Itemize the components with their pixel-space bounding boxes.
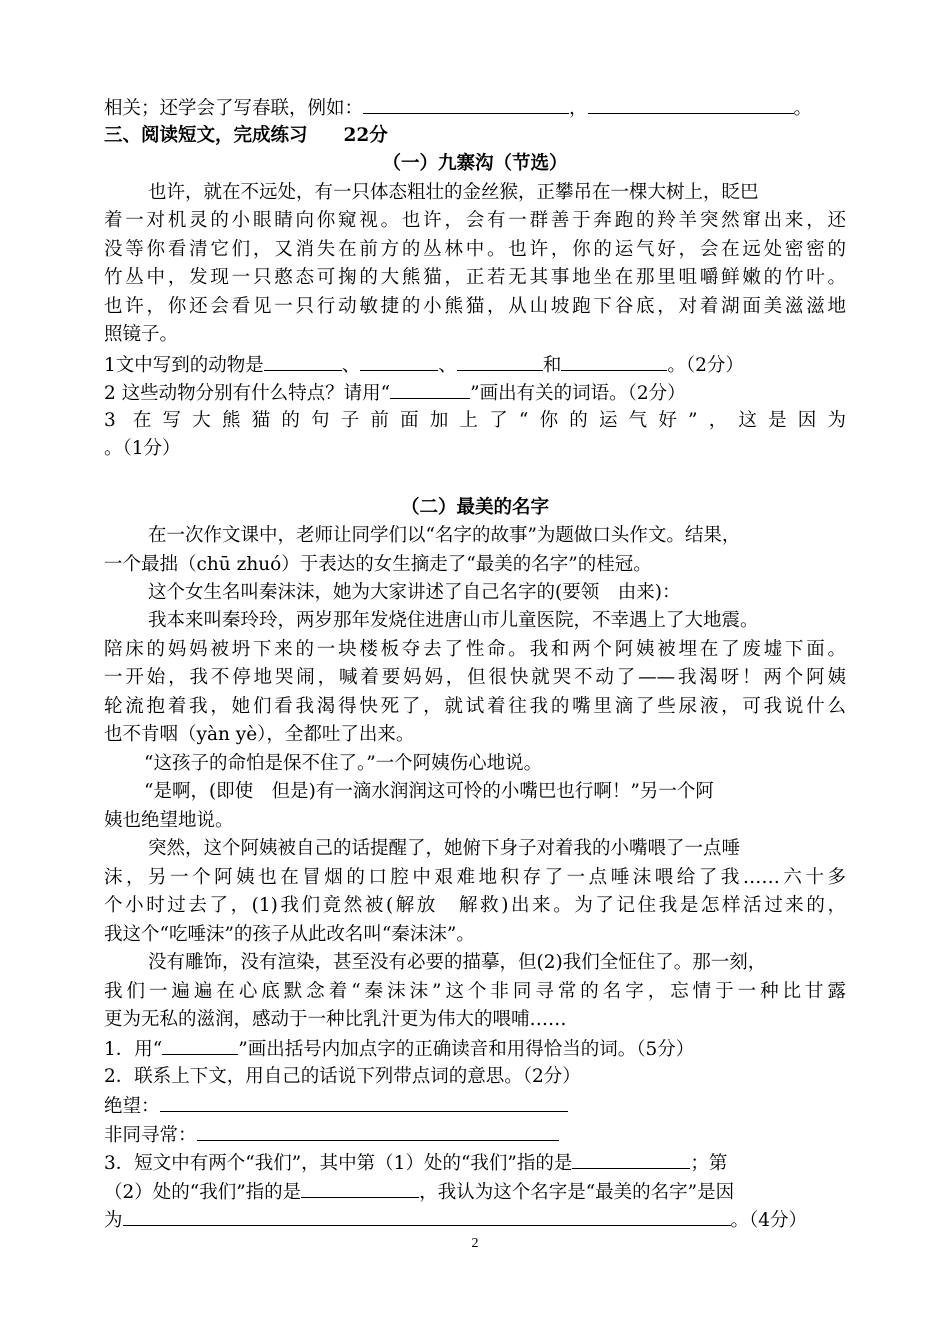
paragraph-line: “是啊，(即使 但是)有一滴水润润这可怜的小嘴巴也行啊！”另一个阿 bbox=[144, 781, 714, 802]
passage-title: （一）九寨沟（节选） bbox=[382, 153, 568, 174]
answer-blank bbox=[561, 352, 667, 371]
question-3 bbox=[104, 1150, 727, 1176]
paragraph-line: 我们一遍遍在心底默念着“秦沫沫”这个非同寻常的名字，忘情于一种比甘露 bbox=[104, 981, 846, 1002]
paragraph-line: 这个女生名叫秦沫沫，她为大家讲述了自己名字的(要领 由来)： bbox=[148, 582, 681, 603]
answer-blank bbox=[162, 1036, 238, 1055]
question-3-end: 。（1分） bbox=[104, 438, 181, 459]
paragraph-line: 也不肯咽（yàn yè），全都吐了出来。 bbox=[104, 724, 415, 745]
question-text: 、 bbox=[341, 355, 361, 376]
question-text: ”画出有关的词语。（2分） bbox=[470, 383, 686, 404]
answer-blank bbox=[264, 352, 342, 371]
paragraph-line: 我本来叫秦玲玲，两岁那年发烧住进唐山市儿童医院，不幸遇上了大地震。 bbox=[148, 610, 759, 631]
answer-blank bbox=[457, 352, 543, 371]
answer-blank bbox=[197, 1122, 559, 1141]
question-text: 3．短文中有两个“我们”，其中第（1）处的“我们”指的是 bbox=[104, 1153, 573, 1174]
paragraph-line: 也许，你还会看见一只行动敏捷的小熊猫，从山坡跑下谷底，对着湖面美滋滋地 bbox=[104, 296, 846, 317]
question-text: 和 bbox=[542, 355, 562, 376]
question-3: 3 在写大熊猫的句子前面加上了“你的运气好”，这是因为 bbox=[104, 410, 846, 431]
question-text: 为 bbox=[104, 1210, 123, 1231]
word-definition-1 bbox=[104, 1093, 568, 1119]
continuation-text: 相关；还学会了写春联，例如： bbox=[104, 98, 364, 119]
continuation-line bbox=[104, 95, 812, 121]
question-3-line2 bbox=[104, 1179, 734, 1205]
paragraph-line: 一个最拙（chū zhuó）于表达的女生摘走了“最美的名字”的桂冠。 bbox=[104, 554, 652, 575]
answer-blank bbox=[360, 352, 438, 371]
question-3-line3 bbox=[104, 1207, 807, 1233]
paragraph-line: 也许，就在不远处，有一只体态粗壮的金丝猴，正攀吊在一棵大树上，眨巴 bbox=[148, 182, 759, 203]
paragraph-line: 照镜子。 bbox=[104, 324, 179, 345]
paragraph-line: 我这个“吃唾沫”的孩子从此改名叫“秦沫沫”。 bbox=[104, 924, 475, 945]
question-text: ，我认为这个名字是“最美的名字”是因 bbox=[419, 1182, 735, 1203]
word-label: 非同寻常： bbox=[104, 1125, 197, 1146]
answer-blank bbox=[301, 1179, 419, 1198]
page-number: 2 bbox=[471, 1236, 479, 1251]
question-1 bbox=[104, 352, 744, 378]
answer-blank bbox=[572, 1150, 690, 1169]
word-label: 绝望： bbox=[104, 1096, 160, 1117]
paragraph-line: 竹丛中，发现一只憨态可掬的大熊猫，正若无其事地坐在那里咀嚼鲜嫩的竹叶。 bbox=[104, 267, 846, 288]
question-2: 2．联系上下文，用自己的话说下列带点词的意思。（2分） bbox=[104, 1066, 581, 1087]
question-text: ”画出括号内加点字的正确读音和用得恰当的词。（5分） bbox=[238, 1039, 695, 1060]
question-text: 2 这些动物分别有什么特点？请用“ bbox=[104, 383, 391, 404]
question-text: （2）处的“我们”指的是 bbox=[104, 1182, 302, 1203]
passage-title: （二）最美的名字 bbox=[400, 497, 549, 518]
question-text: 。（2分） bbox=[667, 355, 744, 376]
paragraph-line: “这孩子的命怕是保不住了。”一个阿姨伤心地说。 bbox=[144, 753, 543, 774]
paragraph-line: 个小时过去了，(1)我们竟然被(解放 解救)出来。为了记住我是怎样活过来的， bbox=[104, 895, 846, 916]
paragraph-line: 更为无私的滋润，感动于一种比乳汁更为伟大的喂哺…… bbox=[104, 1009, 567, 1030]
answer-blank bbox=[160, 1093, 568, 1112]
answer-blank bbox=[390, 380, 470, 399]
question-2 bbox=[104, 380, 686, 406]
word-definition-2 bbox=[104, 1122, 559, 1148]
paragraph-line: 陪床的妈妈被坍下来的一块楼板夺去了性命。我和两个阿姨被埋在了废墟下面。 bbox=[104, 639, 846, 660]
question-text: 1．用“ bbox=[104, 1039, 163, 1060]
period: 。 bbox=[793, 98, 813, 119]
paragraph-line: 沫，另一个阿姨也在冒烟的口腔中艰难地积存了一点唾沫喂给了我……六十多 bbox=[104, 867, 846, 888]
paragraph-line: 姨也绝望地说。 bbox=[104, 810, 234, 831]
question-1 bbox=[104, 1036, 694, 1062]
paragraph-line: 轮流抱着我，她们看我渴得快死了，就试着往我的嘴里滴了些尿液，可我说什么 bbox=[104, 696, 846, 717]
separator: ， bbox=[569, 98, 588, 119]
paragraph-line: 突然，这个阿姨被自己的话提醒了，她俯下身子对着我的小嘴喂了一点唾 bbox=[148, 838, 741, 859]
paragraph-line: 着一对机灵的小眼睛向你窥视。也许，会有一群善于奔跑的羚羊突然窜出来，还 bbox=[104, 210, 846, 231]
paragraph-line: 没有雕饰，没有渲染，甚至没有必要的描摹，但(2)我们全怔住了。那一刻， bbox=[148, 952, 767, 973]
question-text: 、 bbox=[438, 355, 457, 376]
paragraph-line: 在一次作文课中，老师让同学们以“名字的故事”为题做口头作文。结果， bbox=[148, 525, 741, 546]
section-score: 22分 bbox=[343, 125, 388, 146]
paragraph-line: 一开始，我不停地哭闹，喊着要妈妈，但很快就哭不动了——我渴呀！两个阿姨 bbox=[104, 667, 846, 688]
question-text: 。（4分） bbox=[730, 1210, 808, 1231]
paragraph-line: 没等你看清它们，又消失在前方的丛林中。也许，你的运气好，会在远处密密的 bbox=[104, 239, 846, 260]
section-title: 三、阅读短文，完成练习 bbox=[104, 125, 308, 146]
question-text: 1文中写到的动物是 bbox=[104, 355, 264, 376]
answer-blank bbox=[588, 95, 794, 114]
answer-blank bbox=[123, 1207, 731, 1226]
question-text: ；第 bbox=[690, 1153, 728, 1174]
answer-blank bbox=[363, 95, 569, 114]
section-heading bbox=[104, 124, 388, 148]
